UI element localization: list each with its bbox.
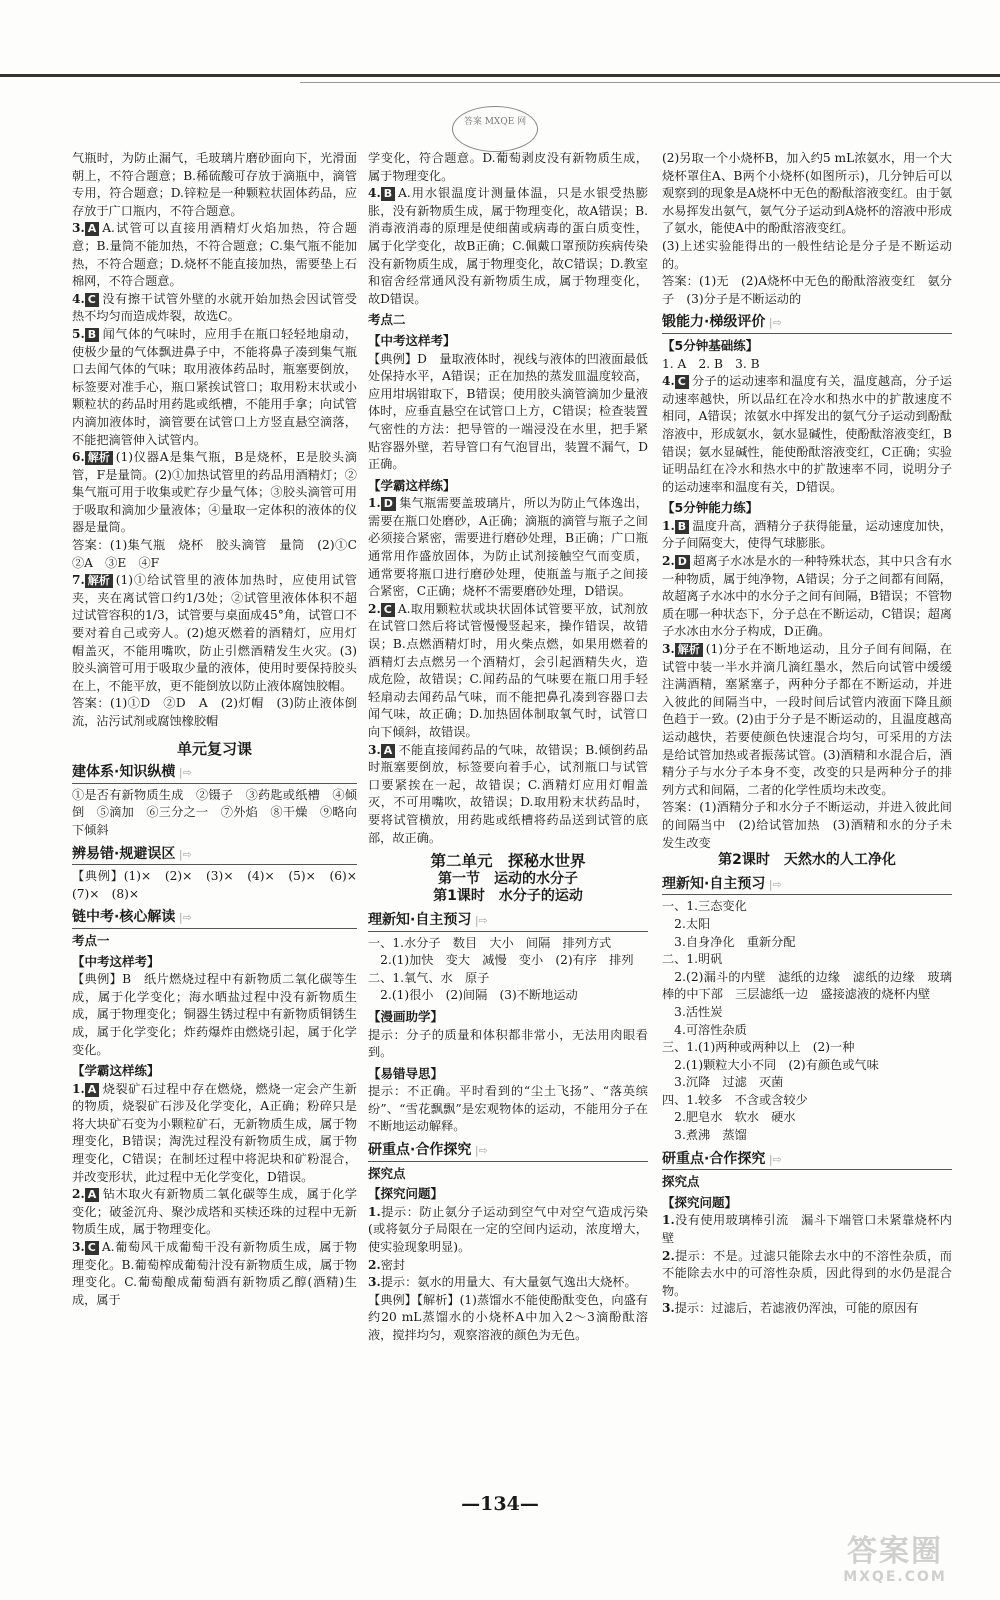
question-item xyxy=(368,185,648,308)
text-paragraph: (2)另取一个小烧杯B，加入约5 mL浓氨水，用一个大烧杯罩住A、B两个小烧杯(如图所示)，几分钟后可以观察到的现象是A烧杯中无色的酚酞溶液变红。由于氨水易挥发出氨气，氨气分子运动到A烧杯的溶液中形成了氨水，能使A中的酚酞溶液变红。 xyxy=(662,151,952,236)
answer-badge: 解析 xyxy=(85,574,113,588)
answer-badge: B xyxy=(675,520,689,534)
column-right xyxy=(662,150,952,1490)
answer-line: 答案：(1)①D ②D A (2)灯帽 (3)防止液体倒流，沾污试剂或腐蚀橡胶帽 xyxy=(72,696,357,728)
subheading: 【5分钟能力练】 xyxy=(662,500,759,516)
subheading: 探究点 xyxy=(368,1165,406,1181)
text-paragraph: 2.(1)颗粒大小不同 (2)有颜色或气味 xyxy=(662,1057,879,1072)
section-heading: 建体系·知识纵横 |⇨ xyxy=(72,764,357,784)
subheading: 【学霸这样练】 xyxy=(72,1063,160,1079)
watermark-line1: 答案圈 xyxy=(847,1534,943,1569)
question-item xyxy=(368,1204,648,1257)
text-paragraph: 四、1.较多 不含或含较少 xyxy=(662,1092,808,1107)
text-paragraph: 【典例】(1)× (2)× (3)× (4)× (5)× (6)× (7)× (8)× xyxy=(72,869,370,901)
question-number: 2. xyxy=(662,1248,675,1263)
question-number: 5. xyxy=(72,326,85,341)
answer-badge: A xyxy=(85,222,100,236)
subheading: 【漫画助学】 xyxy=(368,1008,444,1024)
question-number: 4. xyxy=(662,374,675,389)
text-paragraph: 二、1.氧气、水 原子 xyxy=(368,970,490,985)
text-paragraph: 3.自身净化 重新分配 xyxy=(662,934,796,949)
header-rule xyxy=(0,74,1000,77)
text-paragraph: 3.活性炭 xyxy=(662,1004,723,1019)
question-item xyxy=(72,1239,357,1309)
section-heading: 研重点·合作探究 |⇨ xyxy=(368,1142,648,1162)
subheading: 【中考这样考】 xyxy=(368,332,456,348)
question-text: A.用水银温度计测量体温，只是水银受热膨胀，没有新物质生成，属于物理变化，故A错误；B.消毒液消毒的原理是使细菌或病毒的蛋白质变性，属于化学变化，故B正确；C.佩戴口罩预防疾病传染没有新物质生成，属于物理变化，故C错误；D.教室和宿舍经常通风没有新物质生成，属于物理变化，故D错误。 xyxy=(368,186,648,306)
section-heading: 辨易错·规避误区 |⇨ xyxy=(72,846,357,866)
question-item xyxy=(368,1274,648,1292)
text-paragraph: 一、1.水分子 数目 大小 间隔 排列方式 xyxy=(368,935,612,950)
question-text: A.取用颗粒状或块状固体试管要平放，试剂放在试管口然后将试管慢慢竖起来，操作错误，故错误；B.点燃酒精灯时，用火柴点燃，如果用燃着的酒精灯去点燃另一个酒精灯，会引起酒精失火，造成危险，故错误；C.闻药品的气味要在瓶口用手轻轻扇动去闻药品气味，而不能把鼻孔凑到容器口去闻气味，故正确；D.加热固体制取氧气时，试管口向下倾斜，故错误。 xyxy=(368,601,648,739)
answer-line: 答案：(1)酒精分子和水分子不断运动，并进入彼此间的间隔当中 (2)给试管加热 (3)酒精和水的分子未发生改变 xyxy=(662,800,952,850)
text-paragraph: ①是否有新物质生成 ②镊子 ③药匙或纸槽 ④倾倒 ⑤滴加 ⑥三分之一 ⑦外焰 ⑧干燥 ⑨略向下倾斜 xyxy=(72,787,357,837)
question-number: 3. xyxy=(72,1240,85,1255)
chapter-title: 第1课时 水分子的运动 xyxy=(433,888,583,905)
question-item xyxy=(368,1257,648,1275)
answer-badge: D xyxy=(381,497,396,511)
chapter-title: 单元复习课 xyxy=(176,739,252,758)
question-number: 2. xyxy=(662,554,675,569)
text-paragraph: 2.(2)漏斗的内壁 滤纸的边缘 滤纸的边缘 玻璃棒的中下部 三层滤纸一边 盛接滤液的烧杯内壁 xyxy=(662,969,952,1002)
text-paragraph: 3.煮沸 蒸馏 xyxy=(662,1128,747,1143)
text-paragraph: 4.可溶性杂质 xyxy=(662,1022,747,1037)
question-number: 3. xyxy=(662,642,675,657)
column-middle xyxy=(368,150,648,1490)
question-text: 集气瓶需要盖玻璃片，所以为防止气体逸出，需要在瓶口处磨砂，A正确；滴瓶的滴管与瓶子之间必须接合紧密，需要进行磨砂处理，B正确；广口瓶通常用作盛放固体，为防止试剂接触空气而变质，通常要将瓶口进行磨砂处理，使瓶盖与瓶子之间接合紧密，C正确；烧杯不需要磨砂处理，D错误。 xyxy=(368,496,648,599)
question-number: 4. xyxy=(72,291,85,306)
subheading: 【易错导思】 xyxy=(368,1065,444,1081)
subheading: 【探究问题】 xyxy=(662,1194,738,1210)
text-paragraph: 2.(1)很小 (2)间隔 (3)不断地运动 xyxy=(368,988,578,1003)
question-item xyxy=(662,1300,952,1318)
question-item xyxy=(662,1212,952,1247)
question-number: 1. xyxy=(662,1213,675,1228)
question-text: 不能直接闻药品的气味，故错误；B.倾倒药品时瓶塞要倒放，标签要向着手心，试剂瓶口与试管口要紧挨在一起，故错误；C.酒精灯应用灯帽盖灭，不可用嘴吹，故错误；D.取用粉末状药品时，要将试管横放，用药匙或纸槽将药品送到试管的底部，故正确。 xyxy=(368,742,648,845)
question-item xyxy=(72,291,357,326)
chapter-title: 第二单元 探秘水世界 xyxy=(430,852,586,871)
section-heading: 理新知·自主预习 |⇨ xyxy=(368,912,648,932)
header-rule-thin xyxy=(300,82,1000,83)
question-text: 超离子水冰是水的一种特殊状态，其中只含有水一种物质，属于纯净物，A错误；分子之间都有间隔，故超离子水冰中的水分子之间有间隔，B错误；不管物质在哪一种状态下，分子总在不断运动，C错误；超离子水冰由水分子构成，D正确。 xyxy=(662,554,952,639)
question-text: 烧裂矿石过程中存在燃烧，燃烧一定会产生新的物质，烧裂矿石涉及化学变化，A正确；粉碎只是将大块矿石变为小颗粒矿石，无新物质生成，属于物理变化，B错误；淘洗过程没有新物质生成，属于物理变化，C错误；在制坯过程中将泥块和矿粉混合，并改变形状，此过程中无化学变化，D错误。 xyxy=(72,1081,357,1184)
question-number: 4. xyxy=(368,186,381,201)
answer-badge: A xyxy=(381,744,396,758)
question-item xyxy=(72,220,357,290)
chapter-title: 第2课时 天然水的人工净化 xyxy=(718,852,896,869)
question-text: 没有使用玻璃棒引流 漏斗下端管口未紧靠烧杯内壁 xyxy=(662,1213,952,1246)
question-text: 提示：氨水的用量大、有大量氨气逸出大烧杯。 xyxy=(380,1275,637,1290)
answer-badge: A xyxy=(85,1083,100,1097)
question-text: A.葡萄风干成葡萄干没有新物质生成，属于物理变化。B.葡萄榨成葡萄汁没有新物质生成，属于物理变化。C.葡萄酿成葡萄酒有新物质乙醇(酒精)生成，属于 xyxy=(72,1240,357,1307)
text-paragraph: 提示：分子的质量和体积都非常小，无法用肉眼看到。 xyxy=(368,1027,648,1060)
section-heading: 研重点·合作探究 |⇨ xyxy=(662,1151,952,1171)
question-number: 1. xyxy=(368,1204,381,1219)
section-heading: 链中考·核心解读 |⇨ xyxy=(72,909,357,929)
question-text: A.试管可以直接用酒精灯火焰加热，符合题意；B.量筒不能加热，不符合题意；C.集气瓶不能加热，不符合题意；D.烧杯不能直接加热，需要垫上石棉网，不符合题意。 xyxy=(72,221,357,289)
answer-badge: C xyxy=(85,293,99,307)
answer-line: 答案：(1)无 (2)A烧杯中无色的酚酞溶液变红 氨分子 (3)分子是不断运动的 xyxy=(662,274,952,306)
subheading: 考点一 xyxy=(72,932,110,948)
question-item xyxy=(72,326,357,449)
site-watermark xyxy=(810,1535,980,1587)
question-item xyxy=(662,518,952,553)
question-item xyxy=(662,373,952,496)
question-number: 1. xyxy=(72,1081,85,1096)
text-paragraph: 学变化，符合题意。D.葡萄剥皮没有新物质生成，属于物理变化。 xyxy=(368,151,648,183)
question-item xyxy=(368,601,648,742)
question-number: 3. xyxy=(368,742,381,757)
text-paragraph: (3)上述实验能得出的一般性结论是分子是不断运动的。 xyxy=(662,238,952,271)
text-paragraph: 一、1.三态变化 xyxy=(662,899,747,914)
text-paragraph: 【典例】【解析】(1)蒸馏水不能使酚酞变色，向盛有约20 mL蒸馏水的小烧杯A中加入2～3滴酚酞溶液，搅拌均匀，观察溶液的颜色为无色。 xyxy=(368,1292,648,1342)
subheading: 【探究问题】 xyxy=(368,1186,444,1202)
question-text: 密封 xyxy=(380,1257,406,1272)
watermark-line2: MXQE.COM xyxy=(843,1569,947,1585)
subheading: 探究点 xyxy=(662,1174,700,1190)
text-paragraph: 【典例】D 量取液体时，视线与液体的凹液面最低处保持水平，A错误；正在加热的蒸发皿温度较高，应用坩埚钳取下，B错误；使用胶头滴管滴加少量液体时，应垂直悬空在试管口上方，C错误；检查装置气密性的方法：把导管的一端浸没在水里，把手紧贴容器外壁，若导管口有气泡冒出，装置不漏气，D正确。 xyxy=(368,351,648,472)
question-number: 3. xyxy=(72,221,85,236)
question-item xyxy=(72,1186,357,1239)
question-item xyxy=(662,1248,952,1301)
question-item xyxy=(662,553,952,641)
subheading: 【5分钟基础练】 xyxy=(662,337,759,353)
column-left xyxy=(72,150,370,1490)
question-text: 提示：防止氨分子运动到空气中对空气造成污染(或将氨分子局限在一定的空间内运动，浓度增大，使实验现象明显)。 xyxy=(368,1204,648,1255)
answer-badge: C xyxy=(381,603,395,617)
question-number: 1. xyxy=(662,518,675,533)
question-text: (1)分子在不断地运动，且分子间有间隔，在试管中装一半水并滴几滴红墨水，然后向试管中缓缓注满酒精，塞紧塞子，两种分子都在不断运动，并进入彼此的间隔当中，一段时间后试管内液面下降且颜色趋于一致。(2)由于分子是不断运动的，且温度越高运动越快，若要使颜色快速混合均匀，可采用的方法是给试管加热或者振荡试管。(3)酒精和水混合后，酒精分子与水分子本身不变，改变的只是两种分子的排列方式和间隔，二者的化学性质均未改变。 xyxy=(662,642,952,797)
answer-badge: C xyxy=(675,375,689,389)
question-text: (1)①给试管里的液体加热时，应使用试管夹，夹在离试管口约1/3处；②试管里液体体积不超过试管容积的1/3，试管要与桌面成45°角，试管口不要对着自己或旁人。(2)熄灭燃着的酒精灯，应用灯帽盖灭，不能用嘴吹，防止引燃酒精发生火灾。(3)胶头滴管可用于吸取少量的液体，使用时要保持胶头在上，不能平放，更不能倒放以防止液体腐蚀胶帽。 xyxy=(72,573,357,693)
watermark-seal: 答案 MXQE 网 xyxy=(452,106,538,152)
text-paragraph: 三、1.(1)两种或两种以上 (2)一种 xyxy=(662,1040,855,1055)
question-item xyxy=(662,641,952,799)
text-paragraph: 1. A 2. B 3. B xyxy=(662,356,760,371)
answer-badge: B xyxy=(85,328,99,342)
text-paragraph: 2.太阳 xyxy=(662,916,711,931)
answer-line: 答案：(1)集气瓶 烧杯 胶头滴管 量筒 (2)①C ②A ③E ④F xyxy=(72,538,370,570)
text-paragraph: 3.沉降 过滤 灭菌 xyxy=(662,1075,784,1090)
text-paragraph: 二、1.明矾 xyxy=(662,952,723,967)
question-number: 3. xyxy=(662,1301,675,1316)
chapter-title: 第一节 运动的水分子 xyxy=(438,870,578,887)
question-text: 提示：过滤后，若滤液仍浑浊，可能的原因有 xyxy=(674,1301,919,1316)
question-text: 分子的运动速率和温度有关，温度越高，分子运动速率越快，所以品红在冷水和热水中的扩散速度不相同，A错误；浓氨水中挥发出的氨气分子运动到酚酞溶液中，形成氨水，氨水显碱性，使酚酞溶液变红，B错误；氨水显碱性，能使酚酞溶液变红，C正确；实验证明品红在冷水和热水中的扩散速率不同，说明分子的运动速率和温度有关，D错误。 xyxy=(662,374,952,494)
text-paragraph: 2.(1)加快 变大 减慢 变小 (2)有序 排列 xyxy=(368,953,634,968)
question-item xyxy=(368,742,648,848)
section-heading: 理新知·自主预习 |⇨ xyxy=(662,876,952,896)
subheading: 考点二 xyxy=(368,312,406,328)
question-number: 6. xyxy=(72,450,85,465)
question-item xyxy=(72,572,357,695)
question-item xyxy=(368,495,648,601)
answer-badge: 解析 xyxy=(85,451,113,465)
question-number: 3. xyxy=(368,1275,381,1290)
question-text: 闻气体的气味时，应用手在瓶口轻轻地扇动，使极少量的气体飘进鼻子中，不能将鼻子凑到集气瓶口去闻气体的气味；取用液体药品时，瓶塞要倒放，标签要对准手心，瓶口紧挨试管口；取用粉末状或小颗粒状的药品时用药匙或纸槽，不能用手拿；向试管内滴加液体时，滴管要在试管口上方竖直悬空滴落，不能把滴管伸入试管内。 xyxy=(72,326,357,447)
answer-badge: B xyxy=(381,187,395,201)
answer-badge: C xyxy=(85,1241,99,1255)
answer-badge: A xyxy=(85,1188,100,1202)
question-item xyxy=(72,1081,357,1187)
text-paragraph: 提示：不正确。平时看到的“尘土飞扬”、“落英缤纷”、“雪花飘飘”是宏观物体的运动，不能用分子在不断地运动解释。 xyxy=(368,1084,648,1134)
section-heading: 锻能力·梯级评价 |⇨ xyxy=(662,314,952,334)
question-number: 2. xyxy=(368,601,381,616)
question-text: 温度升高，酒精分子获得能量，运动速度加快，分子间隔变大，使得气球膨胀。 xyxy=(662,518,952,551)
answer-badge: 解析 xyxy=(675,643,703,657)
page-number: —134— xyxy=(461,1493,539,1515)
question-text: 钻木取火有新物质二氧化碳等生成，属于化学变化；破釜沉舟、聚沙成塔和买椟还珠的过程中无新物质生成，属于物理变化。 xyxy=(72,1187,357,1237)
subheading: 【学霸这样练】 xyxy=(368,477,456,493)
text-paragraph: 气瓶时，为防止漏气，毛玻璃片磨砂面向下，光滑面朝上，不符合题意；B.稀硫酸可存放于滴瓶中，滴管专用，符合题意；D.锌粒是一种颗粒状固体药品，应存放于广口瓶内，不符合题意。 xyxy=(72,151,357,218)
question-item xyxy=(72,449,357,537)
question-number: 2. xyxy=(72,1187,85,1202)
question-text: 没有擦干试管外壁的水就开始加热会因试管受热不均匀而造成炸裂，故选C。 xyxy=(72,291,357,324)
question-number: 1. xyxy=(368,496,381,511)
text-paragraph: 【典例】B 纸片燃烧过程中有新物质二氧化碳等生成，属于化学变化；海水晒盐过程中没有新物质生成，属于物理变化；铜器生锈过程中有新物质铜锈生成，属于化学变化；炸药爆炸由燃烧引起，属于化学变化。 xyxy=(72,972,357,1057)
question-text: 提示：不是。过滤只能除去水中的不溶性杂质，而不能除去水中的可溶性杂质，因此得到的水仍是混合物。 xyxy=(662,1248,952,1298)
subheading: 【中考这样考】 xyxy=(72,953,160,969)
answer-badge: D xyxy=(675,555,690,569)
text-paragraph: 2.肥皂水 软水 硬水 xyxy=(662,1110,796,1125)
question-number: 2. xyxy=(368,1257,381,1272)
question-number: 7. xyxy=(72,573,85,588)
question-text: (1)仪器A是集气瓶，B是烧杯，E是胶头滴管，F是量筒。(2)①加热试管里的药品用酒精灯；②集气瓶可用于收集或贮存少量气体；③胶头滴管可用于吸取和滴加少量液体；④量取一定体积的液体的仪器是量筒。 xyxy=(72,450,357,535)
